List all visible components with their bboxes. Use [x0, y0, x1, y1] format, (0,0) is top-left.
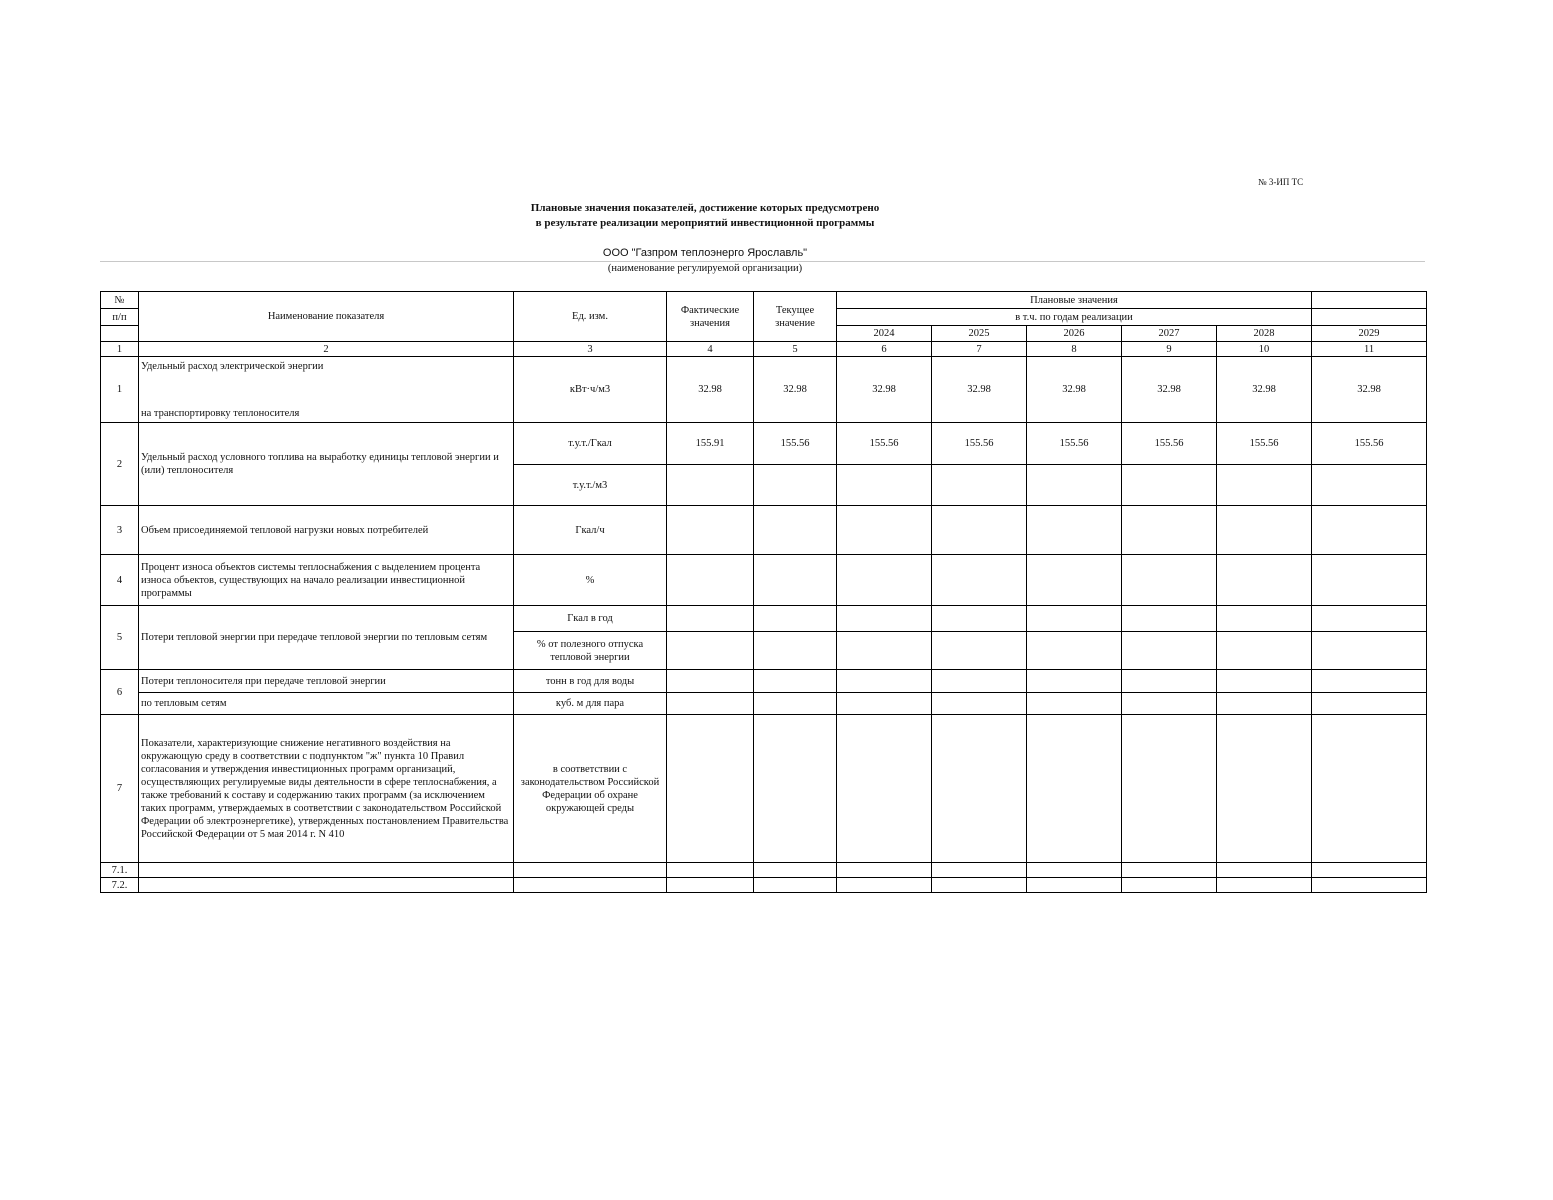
year-2024: 2024: [837, 326, 932, 342]
row-name: Потери тепловой энергии при передаче тепловой энергии по тепловым сетям: [139, 606, 514, 670]
row-no: 7.1.: [101, 863, 139, 878]
row-unit: %: [514, 555, 667, 606]
col-num-2: 2: [139, 342, 514, 357]
row-no: 2: [101, 423, 139, 506]
col-num-10: 10: [1217, 342, 1312, 357]
row-unit-b: куб. м для пара: [514, 693, 667, 715]
header-no-line1: №: [101, 292, 139, 309]
row-current: 155.56: [754, 423, 837, 465]
row-unit: Гкал/ч: [514, 506, 667, 555]
row-value-2029: 155.56: [1312, 423, 1427, 465]
row-no: 3: [101, 506, 139, 555]
organization-underline: [100, 261, 1425, 262]
row-name: [139, 357, 514, 423]
table-row-7: [101, 715, 1427, 863]
row-no: 4: [101, 555, 139, 606]
header-actual: Фактические значения: [667, 292, 754, 342]
col-num-8: 8: [1027, 342, 1122, 357]
organization-name: ООО "Газпром теплоэнерго Ярославль": [602, 247, 808, 259]
table-row-7-1: [101, 863, 1427, 878]
row-unit: в соответствии с законодательством Российской Федерации об охране окружающей среды: [514, 715, 667, 863]
row-value-2027: 32.98: [1122, 357, 1217, 423]
header-row-1: [101, 292, 1427, 309]
row-value-2028: 155.56: [1217, 423, 1312, 465]
row-value-2027: 155.56: [1122, 423, 1217, 465]
row-unit-a: т.у.т./Гкал: [514, 423, 667, 465]
document-title: [300, 201, 1110, 231]
table-row-3: [101, 506, 1427, 555]
year-2028: 2028: [1217, 326, 1312, 342]
year-2027: 2027: [1122, 326, 1217, 342]
column-numbers-row: [101, 342, 1427, 357]
row-name-part-a: Удельный расход электрической энергии: [141, 360, 324, 372]
row-value-2026: 155.56: [1027, 423, 1122, 465]
row-unit: кВт·ч/м3: [514, 357, 667, 423]
row-value-2028: 32.98: [1217, 357, 1312, 423]
table-row-1: [101, 357, 1427, 423]
row-no: 6: [101, 670, 139, 715]
header-name: Наименование показателя: [139, 292, 514, 342]
header-planned: Плановые значения: [837, 292, 1312, 309]
row-no: 5: [101, 606, 139, 670]
title-line-1: Плановые значения показателей, достижение которых предусмотрено: [530, 202, 880, 214]
header-no-line2: п/п: [101, 309, 139, 326]
table-row-2: [101, 423, 1427, 465]
row-name: Показатели, характеризующие снижение негативного воздействия на окружающую среду в соответствии с подпунктом "ж" пункта 10 Правил согласования и утверждения инвестиционных программ организаций, осуществляющих регулируемые виды деятельности в сфере теплоснабжения, а также требований к составу и содержанию таких программ (за исключением таких программ, утверждаемых в соответствии с законодательством Российской Федерации об электроэнергетике), утвержденных постановлением Правительства Российской Федерации от 5 мая 2014 г. N 410: [139, 715, 514, 863]
row-current: 32.98: [754, 357, 837, 423]
table-row-6: [101, 670, 1427, 693]
row-name: Объем присоединяемой тепловой нагрузки новых потребителей: [139, 506, 514, 555]
row-value-2025: 155.56: [932, 423, 1027, 465]
title-line-2: в результате реализации мероприятий инвестиционной программы: [535, 217, 875, 229]
organization-caption: (наименование регулируемой организации): [607, 263, 803, 274]
row-value-2026: 32.98: [1027, 357, 1122, 423]
row-value-2024: 155.56: [837, 423, 932, 465]
table-row-6b: [101, 693, 1427, 715]
indicators-table: [100, 291, 1427, 893]
table-row-5: [101, 606, 1427, 632]
header-by-years: в т.ч. по годам реализации: [837, 309, 1312, 326]
col-num-4: 4: [667, 342, 754, 357]
row-value-2024: 32.98: [837, 357, 932, 423]
row-value-2025: 32.98: [932, 357, 1027, 423]
header-blank-2: [1312, 309, 1427, 326]
row-no: 7.2.: [101, 878, 139, 893]
table-row-4: [101, 555, 1427, 606]
col-num-11: 11: [1312, 342, 1427, 357]
header-current: Текущее значение: [754, 292, 837, 342]
row-unit-a: тонн в год для воды: [514, 670, 667, 693]
row-name: Процент износа объектов системы теплоснабжения с выделением процента износа объектов, существующих на начало реализации инвестиционной программы: [139, 555, 514, 606]
row-no: 1: [101, 357, 139, 423]
year-2025: 2025: [932, 326, 1027, 342]
row-name: Удельный расход условного топлива на выработку единицы тепловой энергии и (или) теплоносителя: [139, 423, 514, 506]
col-num-6: 6: [837, 342, 932, 357]
year-2026: 2026: [1027, 326, 1122, 342]
col-num-3: 3: [514, 342, 667, 357]
col-num-9: 9: [1122, 342, 1217, 357]
row-name-part-a: Потери теплоносителя при передаче тепловой энергии: [139, 670, 514, 693]
row-value-2029: 32.98: [1312, 357, 1427, 423]
table-row-7-2: [101, 878, 1427, 893]
row-name-part-b: по тепловым сетям: [139, 693, 514, 715]
col-num-1: 1: [101, 342, 139, 357]
row-actual: 155.91: [667, 423, 754, 465]
header-no-blank: [101, 326, 139, 342]
row-actual: 32.98: [667, 357, 754, 423]
header-unit: Ед. изм.: [514, 292, 667, 342]
row-no: 7: [101, 715, 139, 863]
col-num-5: 5: [754, 342, 837, 357]
col-num-7: 7: [932, 342, 1027, 357]
row-name-part-b: на транспортировку теплоносителя: [141, 407, 300, 419]
form-number: № 3-ИП ТС: [1258, 177, 1304, 187]
row-unit-a: Гкал в год: [514, 606, 667, 632]
row-unit-b: т.у.т./м3: [514, 465, 667, 506]
header-blank: [1312, 292, 1427, 309]
row-unit-b: % от полезного отпуска тепловой энергии: [514, 632, 667, 670]
year-2029: 2029: [1312, 326, 1427, 342]
